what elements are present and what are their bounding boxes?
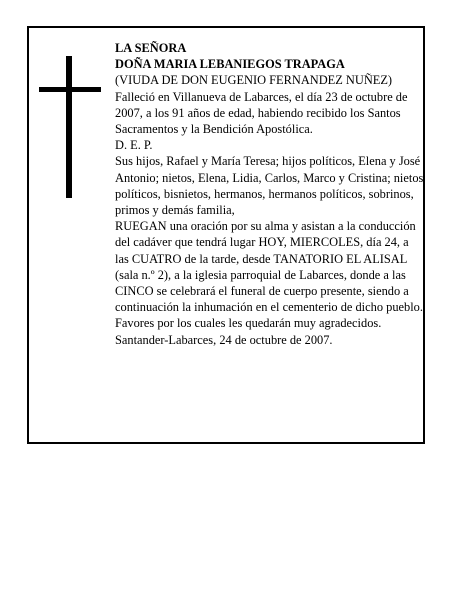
cross-vertical-bar [66,56,72,198]
dep-line: D. E. P. [115,138,153,153]
deceased-name: DOÑA MARIA LEBANIEGOS TRAPAGA [115,57,345,72]
obituary-text [115,40,425,348]
family-paragraph: Sus hijos, Rafael y María Teresa; hijos políticos, Elena y José Antonio; nietos, Elena, Lidia, Carlos, Marco y Cristina; nietos políticos, bisnietos, hermanos, hermanos políticos, sobrinos, primos y demás familia, [115,154,424,218]
title: LA SEÑORA [115,41,187,55]
cross-icon [39,56,101,198]
widow-line: (VIUDA DE DON EUGENIO FERNANDEZ NUÑEZ) [115,73,393,88]
signoff-line: Santander-Labarces, 24 de octubre de 2007. [115,332,333,347]
death-paragraph: Falleció en Villanueva de Labarces, el día 23 de octubre de 2007, a los 91 años de edad, habiendo recibido los Santos Sacramentos y la Bendición Apostólica. [115,89,408,137]
request-paragraph: RUEGAN una oración por su alma y asistan a la conducción del cadáver que tendrá lugar HOY, MIERCOLES, día 24, a las CUATRO de la tarde, desde TANATORIO EL ALISAL (sala n.º 2), a la iglesia parroquial de Labarces, donde a las CINCO se celebrará el funeral de cuerpo presente, siendo a continuación la inhumación en el cementerio de dicho pueblo. Favores por los cuales les quedarán muy agradecidos. [115,219,423,331]
cross-horizontal-bar [39,87,101,92]
obituary-notice [27,26,425,444]
